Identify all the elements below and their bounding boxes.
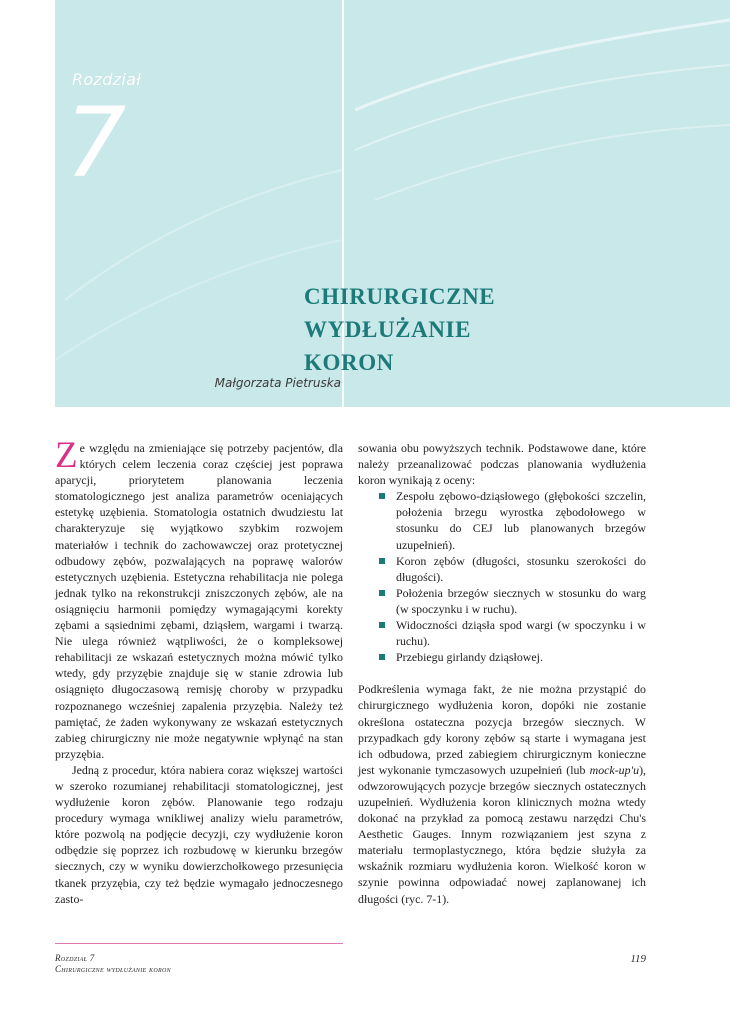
left-column: [55, 435, 343, 907]
footer-chapter: Rozdział 7: [55, 953, 95, 963]
right-column: [358, 440, 646, 907]
author-name: Małgorzata Pietruska: [214, 376, 341, 390]
paragraph-intro-text: e względu na zmieniające się potrzeby pacjentów, dla których celem leczenia coraz częściej jest poprawa aparycji, priorytetem planowania leczenia stomatologicznego jest analiza parametrów oceniających estetykę uzębienia. Stomatologia ostatnich dwudziestu lat charakteryzuje się wyjątkowo szybkim rozwojem materiałów i technik do zachowawczej oraz protetycznej odbudowy zębów, pozwalających na poprawę walorów estetycznych uzębienia. Estetyczna rehabilitacja nie polega jednak tylko na rekonstrukcji zniszczonych zębów, ale na osiągnięciu harmonii pomiędzy wymagającymi korekty zębami a sąsiednimi zębami, dziąsłem, wargami i twarzą. Nie ulega również wątpliwości, że o kompleksowej rehabilitacji ze wskazań estetycznych można mówić tylko wtedy, gdy przyzębie znajduje się w stanie zdrowia lub osiągnięto długoczasową remisję choroby w przypadku rozpoznanego wcześniej zapalenia przyzębia. Należy też pamiętać, że żaden wykonywany ze wskazań estetycznych zabieg chirurgiczny nie może negatywnie wpłynąć na stan przyzębia.: [55, 441, 343, 761]
footer-title: Chirurgiczne wydłużanie koron: [55, 964, 171, 974]
list-item: Koron zębów (długości, stosunku szerokości do długości).: [358, 553, 646, 585]
chapter-label: Rozdział: [72, 70, 142, 89]
paragraph-intro: [55, 435, 343, 762]
chapter-title: [304, 280, 644, 379]
paragraph-4-part-1: Podkreślenia wymaga fakt, że nie można przystąpić do chirurgicznego wydłużenia koron, dopóki nie zostanie określona ostateczna pozycja brzegów siecznych. W przypadkach gdy korony zębów są starte i wymagana jest ich odbudowa, przed zabiegiem chirurgicznym konieczne jest wykonanie tymczasowych uzupełnień (lub: [358, 682, 646, 777]
assessment-list: [358, 488, 646, 665]
list-item: Zespołu zębowo-dziąsłowego (głębokości szczelin, położenia brzegu wyrostka zębodołowego w stosunku do CEJ lub planowanych brzegów uzupełnień).: [358, 488, 646, 552]
drop-cap: Z: [55, 435, 78, 476]
paragraph-4-part-2: ), odwzorowujących pozycje brzegów siecznych ostatecznych uzupełnień. Wydłużenia koron klinicznych można wtedy dokonać na przykład za pomocą zestawu narzędzi Chu's Aesthetic Gauges. Innym rozwiązaniem jest szyna z materiału termoplastycznego, która będzie służyła za wskaźnik rozmiaru wydłużenia koron. Wielkość koron w szynie powinna odpowiadać nowej zaplanowanej ich długości (ryc. 7-1).: [358, 762, 646, 906]
title-line-2: WYDŁUŻANIE: [304, 317, 472, 342]
title-line-1: CHIRURGICZNE: [304, 284, 496, 309]
list-item: Przebiegu girlandy dziąsłowej.: [358, 649, 646, 665]
list-item: Położenia brzegów siecznych w stosunku do warg (w spoczynku i w ruchu).: [358, 585, 646, 617]
chapter-number: 7: [65, 87, 127, 199]
paragraph-3: sowania obu powyższych technik. Podstawowe dane, które należy przeanalizować podczas planowania wydłużenia koron wynikają z oceny:: [358, 441, 646, 488]
footer-rule: [55, 943, 343, 944]
title-line-3: KORON: [304, 350, 394, 375]
page-number: 119: [630, 953, 646, 965]
paragraph-4: [358, 681, 646, 906]
paragraph-2: Jedną z procedur, która nabiera coraz większej wartości w szeroko rozumianej rehabilitacji stomatologicznej, jest wydłużenie koron zębów. Planowanie tego rodzaju procedury wymaga wnikliwej analizy wielu parametrów, które pozwolą na podjęcie decyzji, czy wydłużenie koron odbędzie się poprzez ich rozbudowę w kierunku brzegów siecznych, czy w wyniku dowierzchołkowego przesunięcia tkanek przyzębia, czy też będzie wymagało jednoczesnego zasto-: [55, 762, 343, 906]
list-item: Widoczności dziąsła spod wargi (w spoczynku i w ruchu).: [358, 617, 646, 649]
paragraph-4-italic: mock-up'u: [589, 762, 640, 777]
